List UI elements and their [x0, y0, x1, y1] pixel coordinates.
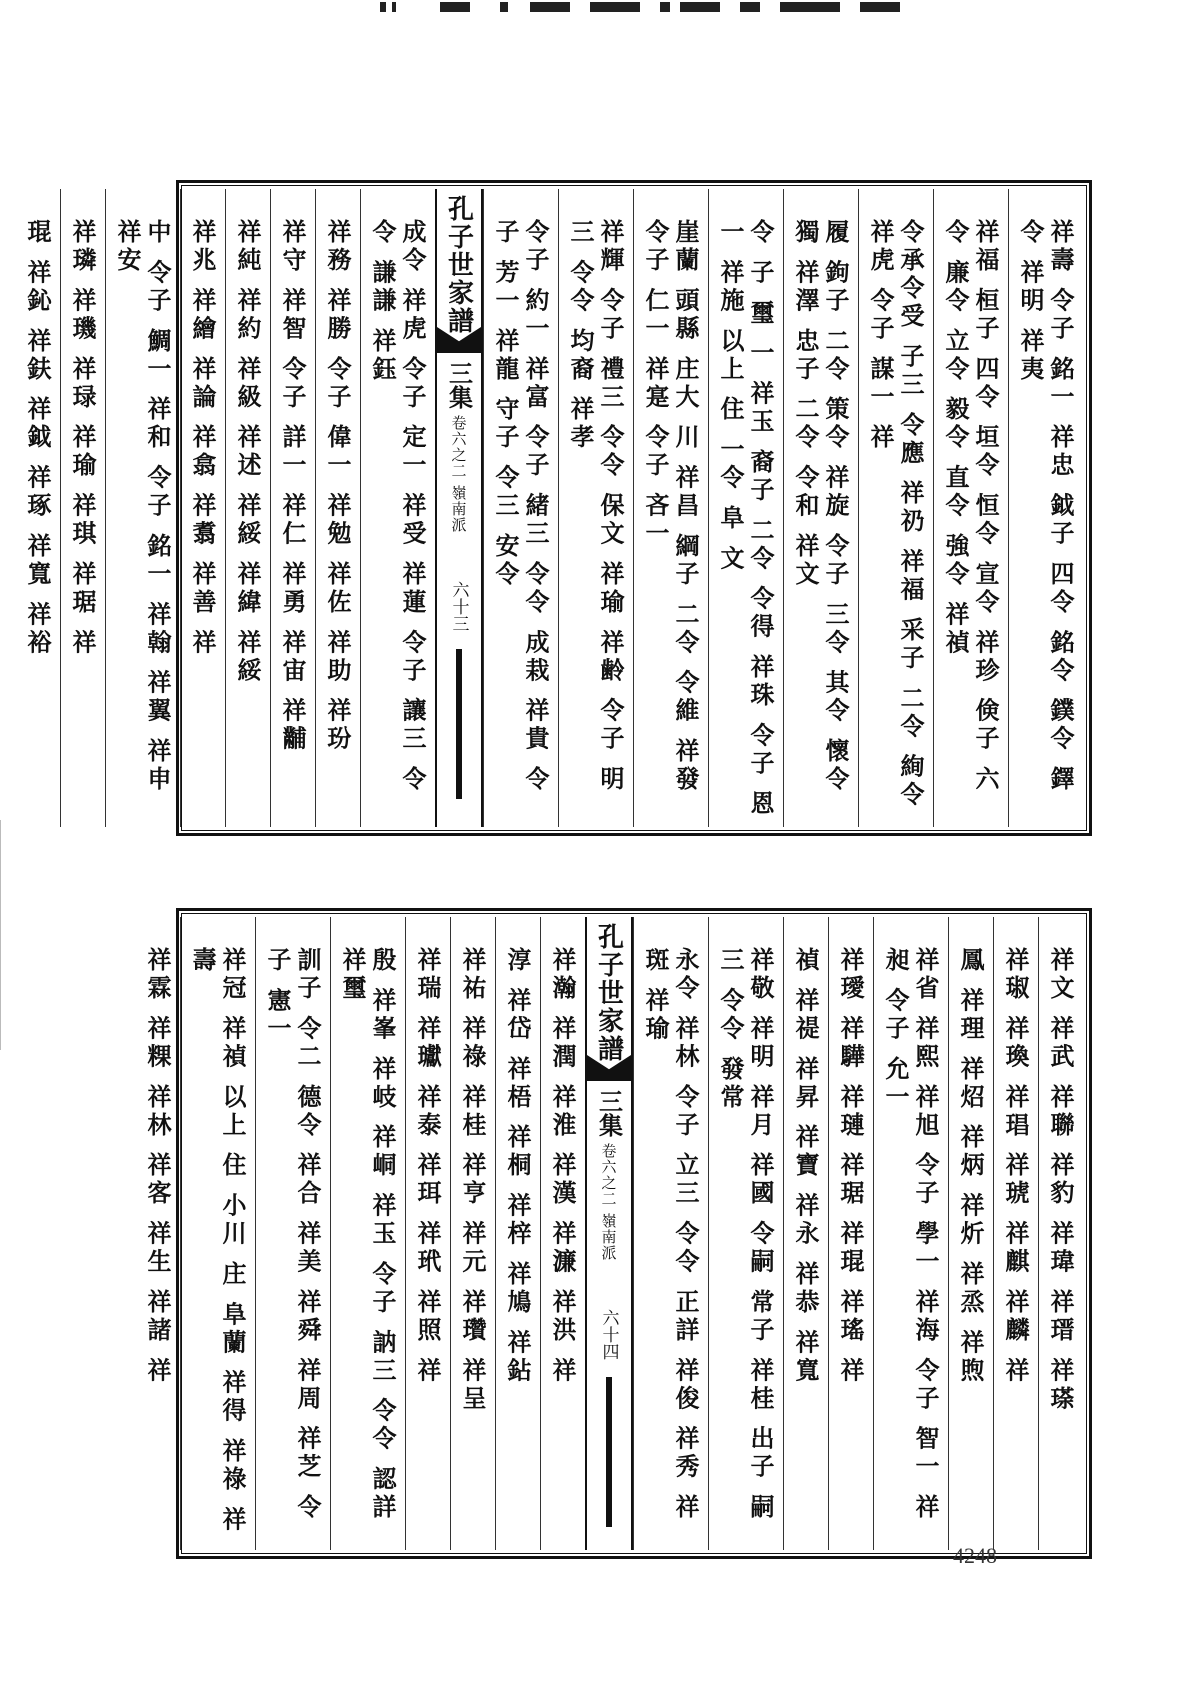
text-column	[450, 917, 495, 1550]
column-text: 永令 祥林 令子 立三 令令 正詳 祥俊 祥秀 祥斑 祥瑜	[641, 947, 700, 1522]
text-column	[633, 189, 708, 827]
column-text: 祥冠 祥禎 以上 住 小川 庄 阜蘭 祥得 祥祿 祥壽	[188, 947, 247, 1535]
column-text: 祥祐 祥祿 祥桂 祥亨 祥元 祥瓚 祥呈	[458, 947, 487, 1414]
column-text: 祥福 桓子 四令 垣令 恒令 宣令 祥珍 倹子 六令 廉令 立令 毅令 直令 強令 祥禎	[941, 219, 1000, 794]
column-text: 成令 祥虎 令子 定一 祥受 祥蓮 令子 讓三 令令 謙謙 祥鈺	[368, 219, 427, 794]
spine-bar	[456, 649, 462, 799]
text-column	[873, 917, 948, 1550]
text-column	[330, 917, 405, 1550]
column-text: 訓子 令二 德令 祥合 祥美 祥舜 祥周 祥芝 令子 憲一	[263, 947, 322, 1522]
column-text: 祥守 祥智 令子 詳一 祥仁 祥勇 祥宙 祥黼	[278, 219, 307, 754]
columns-container	[23, 189, 1083, 827]
text-column	[858, 189, 933, 827]
genealogy-page-64	[143, 908, 1092, 1559]
text-column	[933, 189, 1008, 827]
column-text: 令子 約一 祥富 令子 緒三 令令 成栽 祥貴 令子 芳一 祥龍 守子 令三 安令	[491, 219, 550, 794]
column-text: 琨 祥鈊 祥鈇 祥鉞 祥琢 祥寬 祥裕	[23, 219, 52, 658]
column-text: 禎 祥禔 祥昇 祥寶 祥永 祥恭 祥寬	[791, 947, 820, 1386]
text-column	[708, 917, 783, 1550]
text-column	[105, 189, 180, 827]
column-text: 殷 祥峯 祥岐 祥峒 祥玉 令子 訥三 令令 認詳 祥璽	[338, 947, 397, 1522]
column-text: 履 鉤子 二令 策令 祥旋 令子 三令 其令 懷令 獨 祥澤 忠子 二令 令和 祥文	[791, 219, 850, 794]
text-column	[270, 189, 315, 827]
column-text: 令承令受 子三 令應 祥礽 祥福 采子 二令 絢令 祥虎 令子 謀一 祥	[866, 219, 925, 810]
book-spine	[585, 917, 633, 1550]
text-column	[1008, 189, 1083, 827]
archive-page-number: 4248	[953, 1543, 997, 1568]
text-column	[993, 917, 1038, 1550]
column-text: 祥文 祥武 祥聯 祥豹 祥瑋 祥瑨 祥瑹	[1046, 947, 1075, 1414]
column-text: 祥璦 祥驊 祥璉 祥琚 祥琨 祥瑤 祥	[836, 947, 865, 1386]
text-column	[16, 189, 60, 827]
text-column	[180, 917, 255, 1550]
text-column	[708, 189, 783, 827]
text-column	[60, 189, 105, 827]
book-spine	[435, 189, 483, 827]
text-column	[558, 189, 633, 827]
column-text: 祥敬 祥明 祥月 祥國 令嗣 常子 祥桂 出子 嗣三 令令 發常	[716, 947, 775, 1522]
column-text: 祥霖 祥粿 祥林 祥客 祥生 祥諸 祥	[143, 947, 172, 1386]
page-number: 六十三	[448, 581, 469, 632]
text-column	[315, 189, 360, 827]
text-column	[783, 917, 828, 1550]
text-column	[495, 917, 540, 1550]
section-label: 卷六之二 嶺南派	[599, 1143, 618, 1261]
column-text: 祥純 祥約 祥級 祥述 祥綏 祥緯 祥綏	[233, 219, 262, 686]
text-column	[483, 189, 558, 827]
scan-top-edge	[380, 0, 940, 14]
column-text: 祥瑞 祥瓛 祥泰 祥珥 祥玳 祥照 祥	[413, 947, 442, 1386]
text-column	[136, 917, 180, 1550]
book-title: 孔子世家譜	[443, 195, 474, 335]
column-text: 祥輝 令子 禮三 令令 保文 祥瑜 祥齢 令子 明三 令令 均裔 祥孝	[566, 219, 625, 794]
column-text: 祥璘 祥璣 祥琭 祥瑜 祥琪 祥琚 祥	[68, 219, 97, 658]
column-text: 令 子 璽 一 祥玉 裔子 二令 令得 祥珠 令子 恩一 祥施 以上 住 一令 阜 文	[716, 219, 775, 819]
genealogy-page-63	[23, 180, 1092, 836]
column-text: 祥壽 令子 銘一 祥忠 鉞子 四令 銘令 鏷令 鐸令 祥明 祥夷	[1016, 219, 1075, 794]
text-column	[828, 917, 873, 1550]
collection-label: 三集	[594, 1089, 624, 1137]
column-text: 祥琡 祥瑍 祥琩 祥琥 祥麒 祥麟 祥	[1001, 947, 1030, 1386]
column-text: 淳 祥岱 祥梧 祥桐 祥梓 祥鳩 祥鉆	[503, 947, 532, 1386]
column-text: 祥務 祥勝 令子 偉一 祥勉 祥佐 祥助 祥玢	[323, 219, 352, 754]
section-label: 卷六之二 嶺南派	[449, 415, 468, 533]
text-column	[1038, 917, 1083, 1550]
text-column	[255, 917, 330, 1550]
column-text: 中 令子 鯛一 祥和 令子 銘一 祥翰 祥翼 祥申 祥安	[113, 219, 172, 794]
scan-edge-line	[0, 820, 1, 1050]
column-text: 鳳 祥理 祥炤 祥炳 祥炘 祥烝 祥煦	[956, 947, 985, 1386]
text-column	[180, 189, 225, 827]
page-number: 六十四	[598, 1309, 619, 1360]
column-text: 祥瀚 祥潤 祥淮 祥漢 祥濂 祥洪 祥	[548, 947, 577, 1386]
text-column	[783, 189, 858, 827]
text-column	[633, 917, 708, 1550]
collection-label: 三集	[444, 361, 474, 409]
column-text: 祥省 祥熙 祥旭 令子 學一 祥海 令子 智一 祥昶 令子 允一	[881, 947, 940, 1522]
columns-container	[143, 917, 1083, 1550]
text-column	[225, 189, 270, 827]
spine-bar	[606, 1377, 612, 1527]
text-column	[540, 917, 585, 1550]
text-column	[360, 189, 435, 827]
book-title: 孔子世家譜	[593, 923, 624, 1063]
text-column	[405, 917, 450, 1550]
column-text: 祥兆 祥繪 祥論 祥翕 祥翥 祥善 祥	[188, 219, 217, 658]
text-column	[948, 917, 993, 1550]
column-text: 崖蘭 頭縣 庄大 川 祥昌 綱子 二令 令維 祥發 令子 仁一 祥寔 令子 吝一	[641, 219, 700, 794]
